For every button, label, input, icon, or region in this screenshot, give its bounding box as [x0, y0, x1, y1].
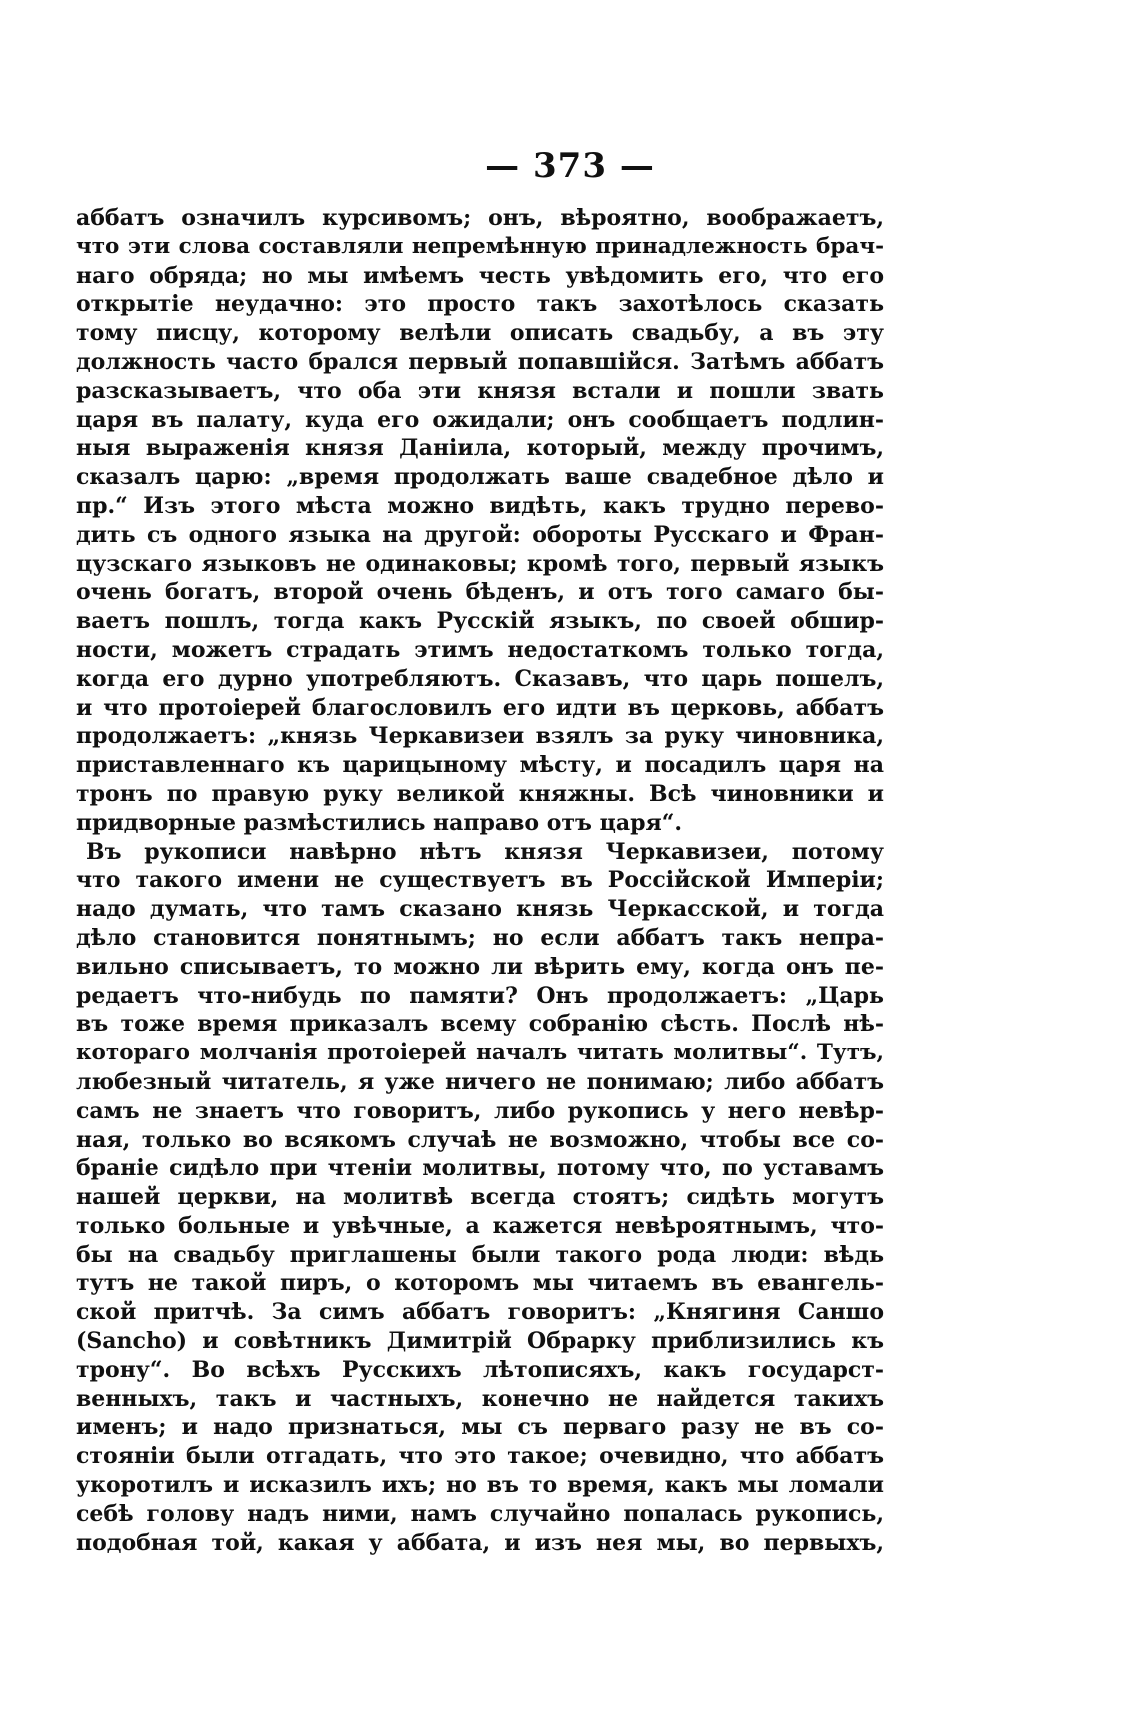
text-line: ныя выраженія князя Даніила, который, между прочимъ,: [76, 435, 884, 462]
text-line: и что протоіерей благословилъ его идти въ церковь, аббатъ: [76, 694, 884, 721]
page-number: — 373 —: [485, 146, 655, 186]
text-line: ской притчѣ. За симъ аббатъ говоритъ: „Княгиня Саншо: [76, 1299, 884, 1326]
text-line: ная, только во всякомъ случаѣ не возможно, чтобы все со-: [76, 1126, 884, 1153]
text-line: редаетъ что-нибудь по памяти? Онъ продолжаетъ: „Царь: [76, 982, 884, 1009]
text-line: когда его дурно употребляютъ. Сказавъ, что царь пошелъ,: [76, 665, 884, 692]
text-line: ности, можетъ страдать этимъ недостаткомъ только тогда,: [76, 636, 884, 663]
text-line: укоротилъ и исказилъ ихъ; но въ то время, какъ мы ломали: [76, 1472, 884, 1499]
paragraph: [76, 204, 884, 838]
text-line: бы на свадьбу приглашены были такого рода люди: вѣдь: [76, 1241, 884, 1268]
text-line: тому писцу, которому велѣли описать свадьбу, а въ эту: [76, 320, 884, 347]
text-line: котораго молчанія протоіерей началъ читать молитвы“. Тутъ,: [76, 1040, 884, 1066]
body-text: [76, 204, 884, 1557]
text-line: что эти слова составляли непремѣнную принадлежность брач-: [76, 233, 884, 259]
text-line: сказалъ царю: „время продолжать ваше свадебное дѣло и: [76, 464, 884, 491]
text-line: дѣло становится понятнымъ; но если аббатъ такъ непра-: [76, 924, 884, 951]
text-line: дить съ одного языка на другой: обороты Русскаго и Фран-: [76, 521, 884, 548]
text-line: любезный читатель, я уже ничего не понимаю; либо аббатъ: [76, 1068, 884, 1095]
text-line: вильно списываетъ, то можно ли вѣрить ему, когда онъ пе-: [76, 953, 884, 980]
text-line: себѣ голову надъ ними, намъ случайно попалась рукопись,: [76, 1500, 884, 1527]
text-line: (Sancho) и совѣтникъ Димитрій Обрарку приблизились къ: [76, 1328, 884, 1355]
text-line: разсказываетъ, что оба эти князя встали и пошли звать: [76, 377, 884, 404]
text-line: подобная той, какая у аббата, и изъ нея мы, во первыхъ,: [76, 1529, 884, 1556]
text-line: приставленнаго къ царицыному мѣсту, и посадилъ царя на: [76, 752, 884, 779]
text-line: въ тоже время приказалъ всему собранію сѣсть. Послѣ нѣ-: [76, 1011, 884, 1038]
text-line: открытіе неудачно: это просто такъ захотѣлось сказать: [76, 291, 884, 318]
text-line: Въ рукописи навѣрно нѣтъ князя Черкавизеи, потому: [86, 838, 884, 865]
text-line: надо думать, что тамъ сказано князь Черкасской, и тогда: [76, 896, 884, 923]
text-line: аббатъ означилъ курсивомъ; онъ, вѣроятно, воображаетъ,: [76, 205, 884, 231]
text-line: ваетъ пошлъ, тогда какъ Русскій языкъ, по своей обшир-: [76, 608, 884, 635]
text-line: только больные и увѣчные, а кажется невѣроятнымъ, что-: [76, 1212, 884, 1239]
paragraph: [76, 838, 884, 1558]
text-line: тронъ по правую руку великой княжны. Всѣ чиновники и: [76, 780, 884, 807]
text-line: самъ не знаетъ что говоритъ, либо рукопись у него невѣр-: [76, 1097, 884, 1124]
text-line: венныхъ, такъ и частныхъ, конечно не найдется такихъ: [76, 1385, 884, 1412]
text-line: придворные размѣстились направо отъ царя“.: [76, 809, 683, 836]
text-line: наго обряда; но мы имѣемъ честь увѣдомить его, что его: [76, 262, 884, 289]
text-line: тутъ не такой пиръ, о которомъ мы читаемъ въ евангель-: [76, 1270, 884, 1297]
text-line: продолжаетъ: „князь Черкавизеи взялъ за руку чиновника,: [76, 723, 884, 750]
text-line: стояніи были отгадать, что это такое; очевидно, что аббатъ: [76, 1443, 884, 1470]
text-line: пр.“ Изъ этого мѣста можно видѣть, какъ трудно перево-: [76, 492, 884, 519]
text-line: именъ; и надо признаться, мы съ перваго разу не въ со-: [76, 1414, 884, 1441]
text-line: царя въ палату, куда его ожидали; онъ сообщаетъ подлин-: [76, 406, 884, 433]
text-line: должность часто брался первый попавшійся. Затѣмъ аббатъ: [76, 348, 884, 375]
text-line: браніе сидѣло при чтеніи молитвы, потому что, по уставамъ: [76, 1155, 884, 1182]
text-line: трону“. Во всѣхъ Русскихъ лѣтописяхъ, какъ государст-: [76, 1356, 884, 1383]
text-line: нашей церкви, на молитвѣ всегда стоятъ; сидѣть могутъ: [76, 1184, 884, 1211]
text-line: что такого имени не существуетъ въ Россійской Имперіи;: [76, 867, 884, 894]
text-line: очень богатъ, второй очень бѣденъ, и отъ того самаго бы-: [76, 579, 884, 606]
text-line: цузскаго языковъ не одинаковы; кромѣ того, первый языкъ: [76, 550, 884, 577]
